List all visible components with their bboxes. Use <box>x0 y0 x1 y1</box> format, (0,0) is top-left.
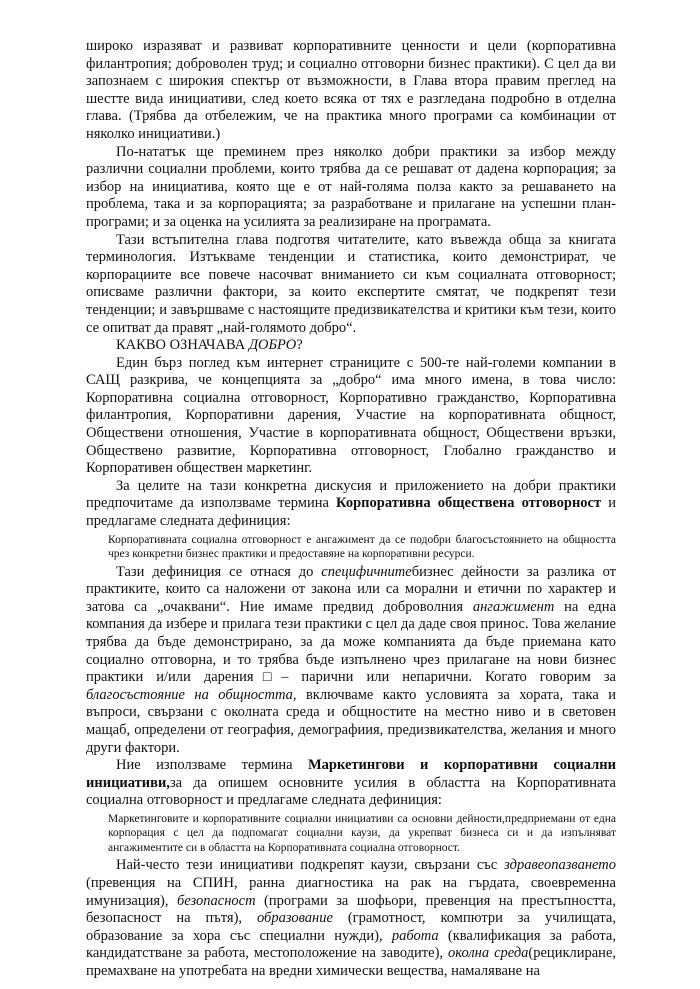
text-run: (превенция на СПИН, ранна диагностика на рак на гърдата, своевременна имунизация), <box>86 875 616 909</box>
text-run: Ние използваме термина <box>116 757 308 774</box>
paragraph-chapter-overview: Тази встъпителна глава подготвя читателите, като въвежда обща за книгата терминология. Изтъкваме тенденции и статистика, които демонстрират, че корпорациите все повече насочват вниманието си към социалната отговорност; описваме различни фактори, за които експертите смятат, че подкрепят тези тенденции; и завършваме с настоящите предизвикателства и критики към тези, които се опитват да правят „най-голямото добро“. <box>86 231 616 336</box>
text-run: за да опишем основните усилия в областта на Корпоративната социална отговорност и предлагаме следната дефиниция: <box>86 774 616 809</box>
paragraph-good-practices: По-нататък ще преминем през няколко добри практики за избор между различни социални проблеми, които трябва да се решават от дадена корпорация; за избор на инициатива, която ще е от най-голяма полза както за решаването на проблема, така и за корпорацията; за разработване и прилагане на успешни план-програми; и за оценка на усилията за реализиране на програмата. <box>86 143 616 230</box>
italic-term: безопасност <box>177 892 256 909</box>
text-run: (рециклиране, премахване на употребата на вредни химически вещества, намаляване на <box>86 945 617 979</box>
text-run: , включваме както условията за хората, така и въпроси, свързани с околната среда и общностите на местно ниво и в световен мащаб, определени от география, демографиия, предизвикателства, желания и много други фактори. <box>86 686 616 756</box>
paragraph-names-list: Един бърз поглед към интернет страниците с 500-те най-големи компании в САЩ разкрива, че концепцията за „добро“ има много имена, в това число: Корпоративна социална отговорност, Корпоративно гражданство, Корпоративна филантропия, Корпоративни дарения, Участие на корпоративната общност, Обществени отношения, Участие в корпоративната общност, Обществени връзки, Обществено развитие, Корпоративна отговорност, Глобално гражданство и Корпоративен обществен маркетинг. <box>86 354 616 477</box>
italic-term: здравеопазването <box>504 857 616 874</box>
italic-term: образование <box>257 910 333 927</box>
text-run: (квалификация за работа, кандидатстване за работа, местоположение на заводите), <box>86 927 616 962</box>
paragraph-causes <box>86 857 616 980</box>
paragraph-intro-continuation: широко изразяват и развиват корпоративните ценности и цели (корпоративна филантропия; доброволен труд; и социално отговорни бизнес практики). С цел да ви запознаем с широкия спектър от възможности, в Глава втора правим преглед на шестте вида инициативи, след което всяка от тях е разгледана подробно в отделна глава. (Трябва да отбележим, че на практика много програми са комбинации от няколко инициативи.) <box>86 38 616 142</box>
text-run: (грамотност, компютри за училищата, образование за хора със специални нужди), <box>86 910 616 944</box>
paragraph-term-initiatives <box>86 757 616 810</box>
document-page <box>86 38 616 981</box>
term-bold: Маркетингови и корпоративни социални инициативи, <box>86 757 616 791</box>
term-bold: Корпоративна обществена отговорност <box>336 495 602 512</box>
definition-initiatives: Маркетинговите и корпоративните социални инициативи са основни дейности,предприемани от една корпорация с цел да подпомагат социални каузи, да укрепват бизнеса си и да изпълняват ангажиментите си в областта на Корпоративната социална отговорност. <box>108 812 616 854</box>
heading-punct: ? <box>296 337 303 354</box>
text-run: Тази дефиниция се отнася до <box>116 563 322 580</box>
text-run: – парични или непарични. Когато говорим за <box>281 669 616 686</box>
italic-term: околна среда <box>447 945 529 962</box>
text-run: Най-често тези инициативи подкрепят каузи, свързани със <box>116 857 505 874</box>
italic-term: работа <box>391 927 439 944</box>
text-run: на една компания да избере и прилага тези практики с цел да даде своя принос. Това желание трябва да бъде демонстрирано, за да може компанията да бъде приемана като социално отговорна, и то трябва бъде изпълнено чрез прилагане на нови бизнес практики и/или дарения <box>86 598 617 686</box>
text-run: и предлагаме следната дефиниция: <box>86 495 616 530</box>
heading-italic: ДОБРО <box>248 337 297 354</box>
italic-term: специфичните <box>321 563 412 580</box>
section-heading <box>86 337 616 355</box>
italic-term: ангажимент <box>472 598 555 615</box>
heading-text: КАКВО ОЗНАЧАВА <box>116 337 249 354</box>
italic-term: благосъстояние на общността <box>86 686 293 703</box>
text-run: За целите на тази конкретна дискусия и приложението на добри практики предпочитаме да използваме термина <box>86 477 616 512</box>
text-run: (програми за шофьори, превенция на престъпността, безопасност на пътя), <box>86 892 616 927</box>
definition-csr: Корпоративната социална отговорност е ангажимент да се подобри благосъстоянието на общността чрез конкретни бизнес практики и предоставяне на корпоративни ресурси. <box>108 533 616 561</box>
text-run: бизнес дейности за разлика от практиките, които са наложени от закона или са морални и етични по характер и затова са „очаквани“. Ние имаме предвид доброволния <box>86 563 616 615</box>
paragraph-definition-explained <box>86 564 616 758</box>
paragraph-term-csr <box>86 478 616 531</box>
missing-glyph-box: □ <box>253 669 282 686</box>
